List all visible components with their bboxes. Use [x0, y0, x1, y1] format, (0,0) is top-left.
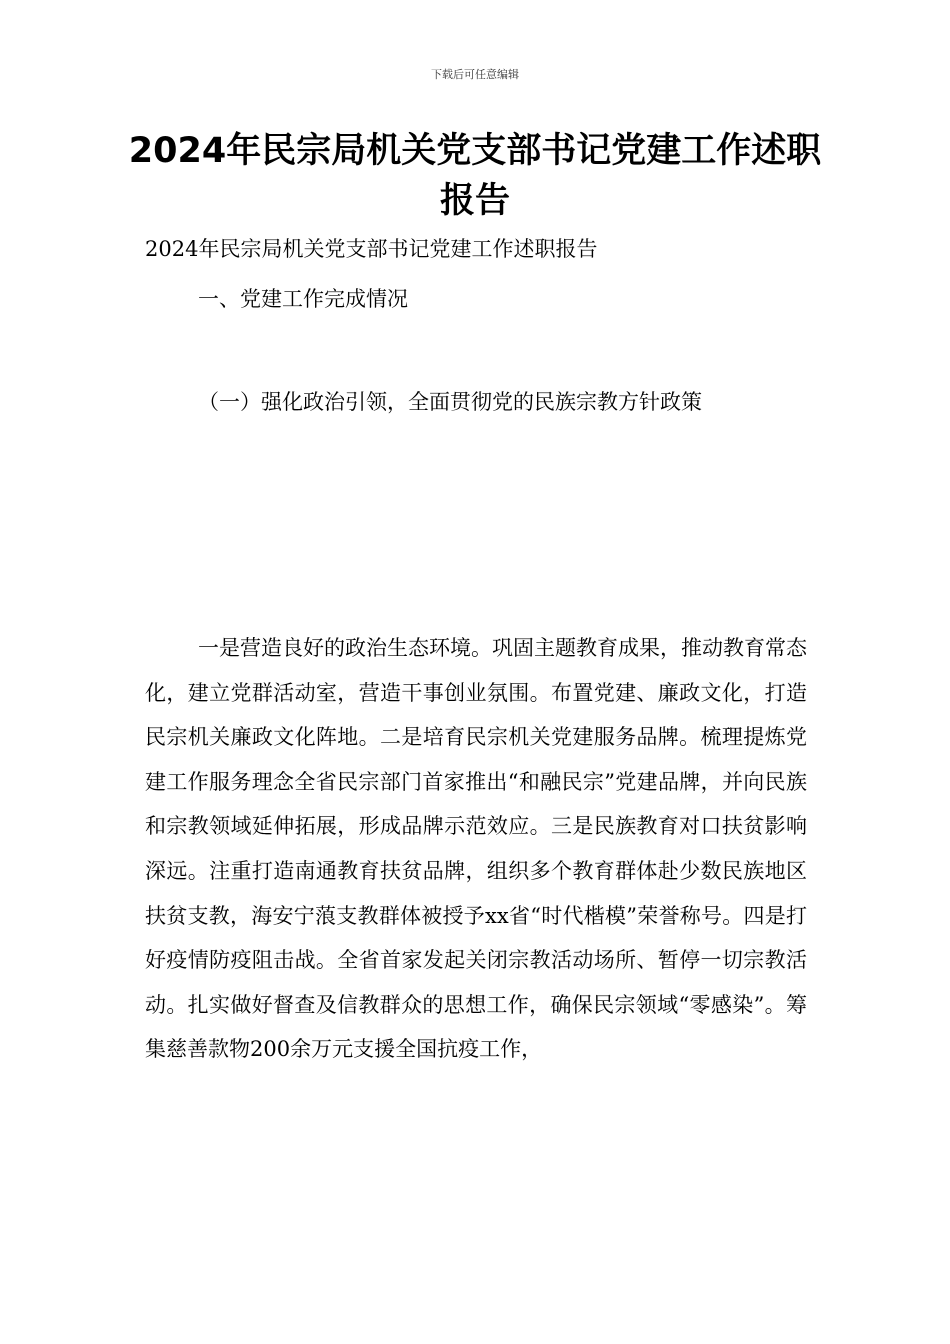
- subsection-heading: （一）强化政治引领，全面贯彻党的民族宗教方针政策: [198, 390, 702, 414]
- body-paragraph: 一是营造良好的政治生态环境。巩固主题教育成果，推动教育常态化，建立党群活动室，营造干事创业氛围。布置党建、廉政文化，打造民宗机关廉政文化阵地。二是培育民宗机关党建服务品牌。梳理提炼党建工作服务理念全省民宗部门首家推出“和融民宗”党建品牌，并向民族和宗教领域延伸拓展，形成品牌示范效应。三是民族教育对口扶贫影响深远。注重打造南通教育扶贫品牌，组织多个教育群体赴少数民族地区扶贫支教，海安宁蒗支教群体被授予xx省“时代楷模”荣誉称号。四是打好疫情防疫阻击战。全省首家发起关闭宗教活动场所、暂停一切宗教活动。扎实做好督查及信教群众的思想工作，确保民宗领域“零感染”。筹集慈善款物200余万元支援全国抗疫工作，: [145, 636, 807, 1062]
- section-heading: 一、党建工作完成情况: [198, 287, 408, 311]
- header-note: 下载后可任意编辑: [431, 68, 519, 81]
- document-title: 2024年民宗局机关党支部书记党建工作述职报告: [128, 131, 822, 221]
- document-subtitle: 2024年民宗局机关党支部书记党建工作述职报告: [145, 237, 598, 261]
